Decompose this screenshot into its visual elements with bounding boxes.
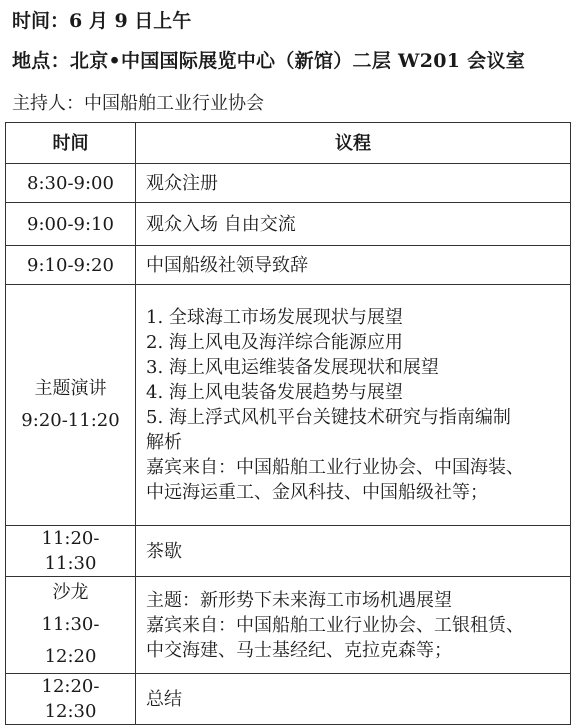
meeting-time: 时间：6 月 9 日上午 — [12, 10, 192, 32]
column-header-time: 时间 — [6, 123, 136, 164]
agenda-line: 嘉宾来自：中国船舶工业行业协会、中国海装、 — [146, 457, 524, 478]
table-row — [6, 577, 571, 674]
meeting-location: 地点：北京•中国国际展览中心（新馆）二层 W201 会议室 — [12, 50, 526, 72]
agenda-line: 解析 — [146, 432, 182, 453]
column-header-agenda: 议程 — [136, 123, 571, 164]
agenda-cell: 中国船级社领导致辞 — [136, 246, 571, 285]
table-row — [6, 526, 571, 577]
time-cell — [6, 285, 136, 526]
agenda-line: 4. 海上风电装备发展趋势与展望 — [146, 382, 403, 403]
agenda-cell: 观众入场 自由交流 — [136, 203, 571, 246]
time-cell: 12:20-12:30 — [6, 674, 136, 725]
table-row — [6, 674, 571, 725]
time-cell: 9:10-9:20 — [6, 246, 136, 285]
table-row — [6, 164, 571, 203]
agenda-cell: 茶歇 — [136, 526, 571, 577]
session-time: 11:30-12:20 — [41, 614, 100, 667]
time-cell: 11:20-11:30 — [6, 526, 136, 577]
agenda-line: 中交海建、马士基经纪、克拉克森等； — [146, 639, 452, 661]
agenda-cell: 观众注册 — [136, 164, 571, 203]
agenda-line: 2. 海上风电及海洋综合能源应用 — [146, 332, 403, 353]
agenda-line: 3. 海上风电运维装备发展现状和展望 — [146, 357, 439, 378]
agenda-line: 主题：新形势下未来海工市场机遇展望 — [146, 589, 452, 611]
session-label: 主题演讲 — [34, 378, 107, 399]
agenda-cell — [136, 577, 571, 674]
table-row — [6, 203, 571, 246]
table-row — [6, 285, 571, 526]
session-time: 9:20-11:20 — [21, 410, 120, 431]
agenda-line: 中远海运重工、金风科技、中国船级社等； — [146, 482, 488, 503]
meeting-host: 主持人：中国船舶工业行业协会 — [12, 93, 264, 114]
table-row — [6, 246, 571, 285]
agenda-line: 1. 全球海工市场发展现状与展望 — [146, 307, 403, 328]
table-header-row — [6, 123, 571, 164]
session-label: 沙龙 — [52, 582, 89, 603]
agenda-cell: 总结 — [136, 674, 571, 725]
agenda-cell — [136, 285, 571, 526]
time-cell — [6, 577, 136, 674]
agenda-line: 嘉宾来自：中国船舶工业行业协会、工银租赁、 — [146, 614, 524, 636]
time-cell: 8:30-9:00 — [6, 164, 136, 203]
time-cell: 9:00-9:10 — [6, 203, 136, 246]
agenda-table — [5, 122, 571, 725]
agenda-line: 5. 海上浮式风机平台关键技术研究与指南编制 — [146, 407, 511, 428]
